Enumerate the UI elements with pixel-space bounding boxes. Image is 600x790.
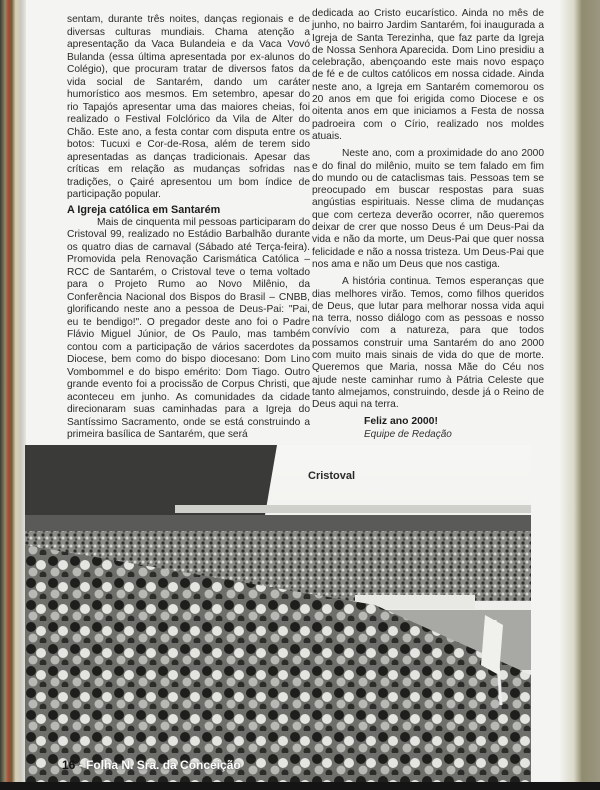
page-binding-edge	[0, 0, 26, 782]
article-paragraph: Neste ano, com a proximidade do ano 2000 e do final do milênio, muito se tem falado em fim do mundo ou de cataclismas tais. Pessoas tem se preocupado em buscar respostas para suas angústias espirituais. Nesse clima de mudanças que com certeza deverão ocorrer, não queremos deixar de crer que nosso Deus é um Deus-Pai da vida e não da morte, um Deus-Pai que quer nossa felicidade e não a nossa tristeza. Um Deus-Pai que nos ama e não um Deus que nos castiga.	[312, 148, 544, 270]
signature: Equipe de Redação	[364, 428, 452, 440]
article-paragraph: A história continua. Temos esperanças que dias melhores virão. Temos, como filhos queridos de Deus, que lutar para melhorar nossa vida aqui na terra, nosso diálogo com as pessoas e nosso convívio com a natureza, para que todos possamos construir uma Santarém do ano 2000 com muito mais sinais de vida do que de morte. Queremos que Maria, nossa Mãe do Céu nos ajude neste caminhar rumo à Pátria Celeste que tanto almejamos, construindo, desde já o Reino de Deus aqui na terra.	[312, 276, 544, 411]
signoff: Feliz ano 2000!	[364, 415, 438, 427]
article-column-right	[312, 8, 544, 441]
roof-edge	[175, 505, 531, 513]
facing-page-edge	[560, 0, 600, 782]
section-heading: A Igreja católica em Santarém	[67, 203, 221, 216]
article-paragraph: dedicada ao Cristo eucarístico. Ainda no mês de junho, no bairro Jardim Santarém, foi inaugurada a Igreja de Santa Terezinha, que faz parte da Igreja de Nossa Senhora Aparecida. Dom Lino presidiu a celebração, abençoando este mais novo espaço de fé e de cultos católicos em nossa cidade. Ainda neste ano, a Igreja em Santarém comemorou os 20 anos em que foi erigida como Diocese e os oitenta anos em que iniciamos a Festa de nossa padroeira com o Círio, realizado nos moldes atuais.	[312, 8, 544, 142]
article-paragraph: Mais de cinquenta mil pessoas participaram do Cristoval 99, realizado no Estádio Barbalhão durante os quatro dias de carnaval (Sábado até Terça-feira). Promovida pela Renovação Carismática Católica – RCC de Santarém, o Cristoval teve o tema voltado para o Projeto Rumo ao Novo Milênio, da Conferência Nacional dos Bispos do Brasil – CNBB, glorificando neste ano a pessoa de Deus-Pai: "Pai, eu te bendigo!". O pregador deste ano foi o Padre Flávio Miguel Júnior, de Os Paulo, mas também contou com a participação de vários sacerdotes da Diocese, bem como do bispo diocesano: Dom Lino Vombommel e do bispo emérito: Dom Tiago. Outro grande evento foi a procissão de Corpus Christi, que aconteceu em junho. As comunidades da cidade direcionaram suas caminhadas para a Igreja do Santíssimo Sacramento, onde se está construindo a primeira basílica de Santarém, que será	[67, 216, 310, 440]
stadium-crowd-photo	[25, 445, 531, 782]
page-footer	[62, 758, 241, 772]
article-column-left	[67, 14, 310, 442]
scan-border	[0, 782, 600, 790]
page-number: 16	[62, 758, 76, 772]
publication-name: - Folha N. Sra. da Conceição	[75, 758, 241, 772]
stadium-roofline	[25, 515, 531, 533]
flag	[481, 615, 503, 675]
photo-illustration	[25, 445, 531, 782]
photo-caption: Cristoval	[308, 470, 356, 482]
article-paragraph: sentam, durante três noites, danças regionais e de diversas culturas mundiais. Chama atenção a apresentação da Vaca Bulandeia e da Vaca Vovó Bulanda (essa última apresentada por ex-alunos do Colégio), que procuram tratar de diversos fatos da vida social de Santarém, dando um caráter humorístico aos mesmos. Em setembro, apesar do rio Tapajós apresentar uma das maiores cheias, foi realizado o Festival Folclórico da Vila de Alter do Chão. Este ano, a festa contar com disputa entre os botos: Tucuxi e Cor-de-Rosa, além de terem sido apresentadas as danças tradicionais. Apesar das críticas em relação as mudanças sofridas nas tradições, o Çairé apresentou um bom índice de participação popular.	[67, 14, 310, 200]
